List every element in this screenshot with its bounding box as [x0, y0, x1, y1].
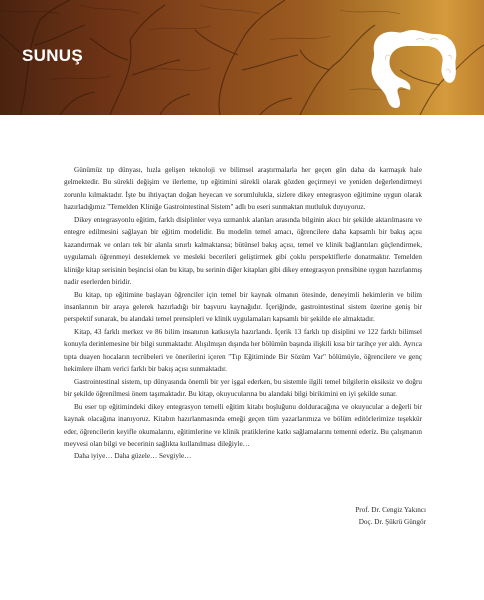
preface-body: [64, 164, 422, 463]
header-banner: [0, 0, 484, 115]
signature-block: [355, 504, 426, 528]
paragraph: Bu kitap, tıp eğitimine başlayan öğrenciler için temel bir kaynak olmanın ötesinde, deneyimli hekimlerin ve bilim insanlarının bir araya gelerek hazırladığı bir başvuru kaynağıdır. İçeriğinde, gastrointestinal sistem üzerine geniş bir perspektif sunarak, bu alandaki temel prensipleri ve klinik uygulamaları kapsamlı bir şekilde ele almaktadır.: [64, 290, 422, 324]
paragraph: Gastrointestinal sistem, tıp dünyasında önemli bir yer işgal ederken, bu sistemle ilgili temel bilgilerin eksiksiz ve doğru bir şekilde öğrenilmesi önem taşımaktadır. Bu kitap, okuyucularına bu alandaki bilgi birikimini en iyi şekilde sunar.: [64, 377, 422, 399]
signature-author-1: Prof. Dr. Cengiz Yakıncı: [355, 506, 426, 514]
paragraph: Bu eser tıp eğitimindeki dikey entegrasyon temelli eğitim kitabı boşluğunu dolduracağına ve okuyucular a değerli bir kaynak olacağına inanıyoruz. Kitabın hazırlanmasında emeği geçen tüm yazarlarımıza ve bölüm editörlerimize teşekkür eder, öğrencilerin keyifle okumalarını, eğitimlerine ve klinik pratiklerine katkı sağlamalarını temenni ederiz. Bu çalışmanın meyvesi olan bilgi ve becerinin sağlıkta kullanılması dileğiyle…: [64, 402, 422, 448]
paragraph: Dikey entegrasyonlu eğitim, farklı disiplinler veya uzmanlık alanları arasında bilginin akıcı bir şekilde aktarılmasını ve entegre edilmesini sağlayan bir eğitim modelidir. Bu modelin temel amacı, öğrencilere daha kapsamlı bir bakış açısı kazandırmak ve onları tek bir alanla sınırlı kalmaktansa; bütünsel bakış açısı, temel ve klinik bağlantıları güçlendirmek, uygulamalı öğrenmeyi desteklemek ve mesleki becerileri geliştirmek gibi çoklu perspektiflerle donatmaktır. Temelden kliniğe kitap serisinin beşincisi olan bu kitap, bu serinin diğer kitapları gibi dikey entegrasyon prensibine uygun hazırlanmış nadir eserlerden biridir.: [64, 215, 422, 287]
signature-author-2: Doç. Dr. Şükrü Güngör: [358, 518, 426, 526]
paragraph: Günümüz tıp dünyası, hızla gelişen teknoloji ve bilimsel araştırmalarla her geçen gün daha da karmaşık hale gelmektedir. Bu sürekli değişim ve ilerleme, tıp eğitimini sürekli olarak gözden geçirmeyi ve yeniden değerlendirmeyi zorunlu kılmaktadır. İşte bu ihtiyaçtan doğan heyecan ve sorumlulukla, sizlere dikey entegrasyon eğitimine uygun olarak hazırladığımız "Temelden Kliniğe Gastrointestinal Sistem" adlı bu eseri sunmaktan mutluluk duyuyoruz.: [64, 166, 422, 212]
digestive-tract-icon: [366, 26, 462, 110]
closing-line: Daha iyiye… Daha güzele… Sevgiyle…: [74, 452, 192, 461]
paragraph: Kitap, 43 farklı merkez ve 86 bilim insanının katkısıyla hazırlandı. İçerik 13 farklı tıp disiplini ve 122 farklı bilimsel konuyla derinlemesine bir bilgi sunmaktadır. Alışılmışın dışında her bölümün başında ilişkili kısa bir tarihçe yer aldı. Ayrıca tıpta duayen hocaların tecrübeleri ve önerilerini içeren "Tıp Eğitiminde Bir Sözüm Var" bölümüyle, öğrencilere ve genç hekimlere ilham verici farklı bir bakış açısı sunmaktadır.: [64, 327, 422, 374]
banner-title: SUNUŞ: [22, 46, 84, 65]
